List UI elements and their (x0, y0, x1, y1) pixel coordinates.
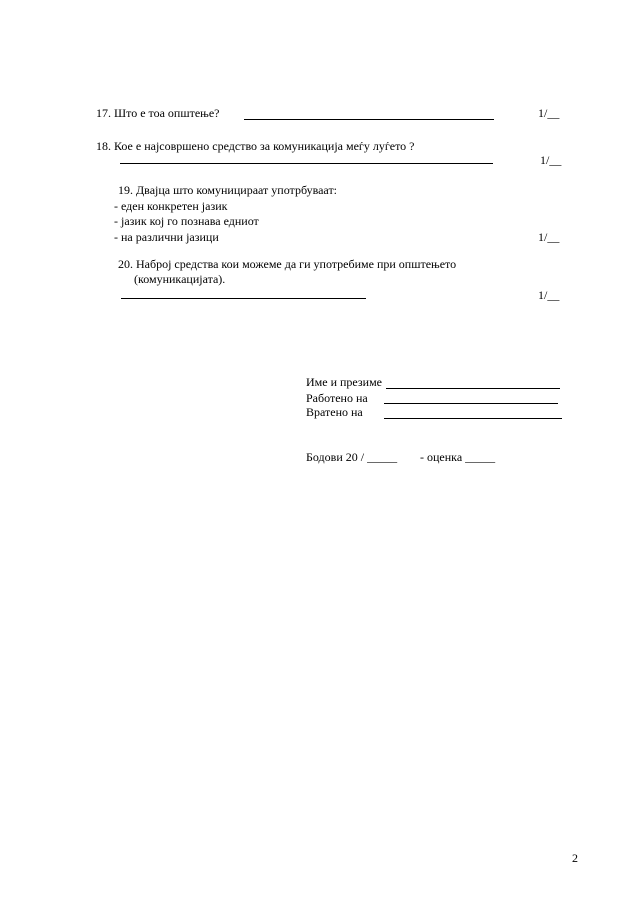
question-20-answer-line[interactable] (121, 298, 366, 299)
name-input-line[interactable] (386, 388, 560, 389)
worked-on-input-line[interactable] (384, 403, 558, 404)
question-18-score: 1/__ (540, 153, 562, 167)
question-19-option-3[interactable]: - на различни јазици (114, 230, 219, 244)
question-19-text: 19. Двајца што комуницираат употрбуваат: (118, 183, 338, 197)
worked-on-label: Работено на (306, 391, 368, 405)
question-19-option-2[interactable]: - јазик кој го познава едниот (114, 214, 259, 228)
question-17-text: 17. Што е тоа општење? (96, 106, 220, 120)
points-label: Бодови 20 / _____ (306, 450, 398, 464)
returned-on-input-line[interactable] (384, 418, 562, 419)
question-20-score: 1/__ (538, 288, 560, 302)
question-18-text: 18. Кое е најсовршено средство за комуникација меѓу луѓето ? (96, 139, 415, 153)
question-20-text: 20. Наброј средства кои можеме да ги употребиме при општењето (118, 257, 457, 271)
question-18-answer-line[interactable] (120, 163, 493, 164)
question-19-score: 1/__ (538, 230, 560, 244)
question-20-text-continued: (комуникацијата). (134, 272, 226, 286)
question-17-score: 1/__ (538, 106, 560, 120)
question-17-answer-line[interactable] (244, 119, 494, 120)
question-19-option-1[interactable]: - еден конкретен јазик (114, 199, 228, 213)
page-number: 2 (572, 851, 578, 865)
grade-label: - оценка _____ (420, 450, 496, 464)
name-label: Име и презиме (306, 375, 382, 389)
returned-on-label: Вратено на (306, 405, 363, 419)
